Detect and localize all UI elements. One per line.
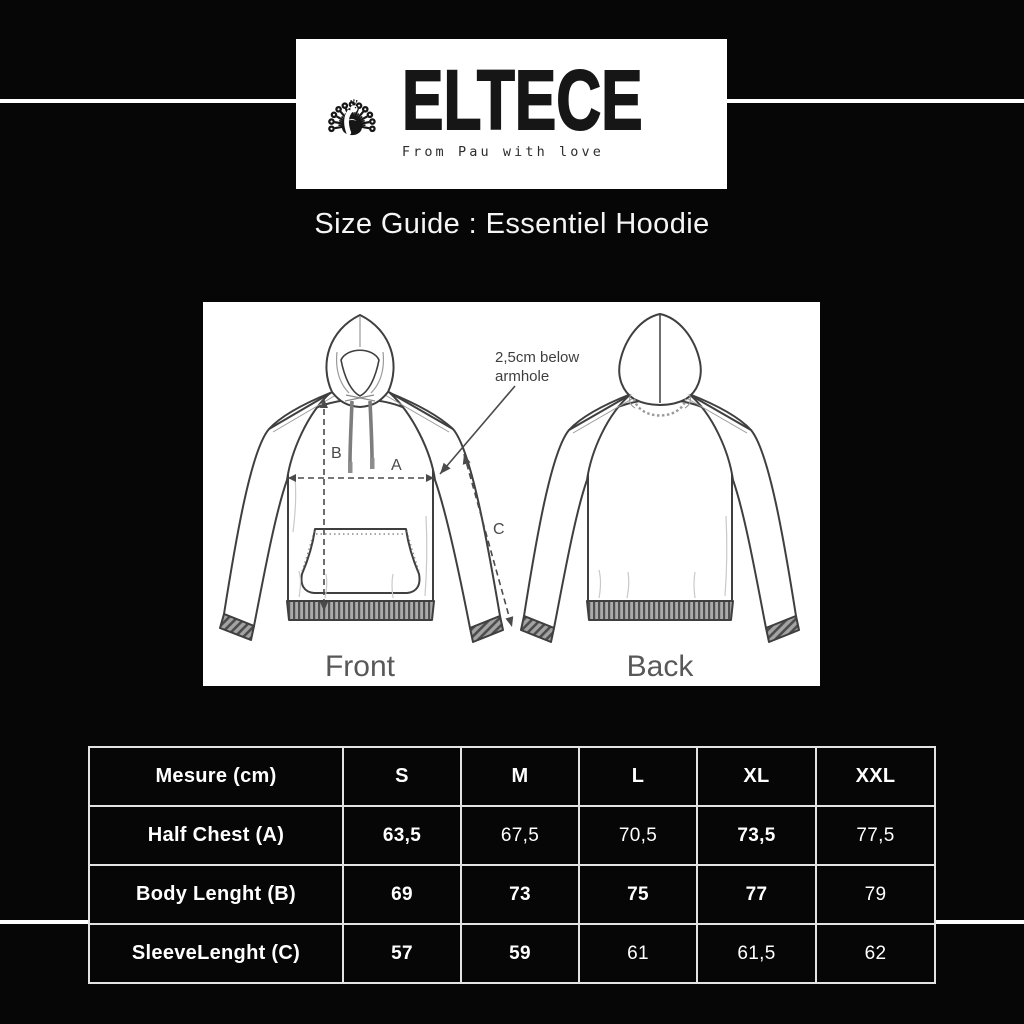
table-cell: 69 <box>344 866 460 923</box>
table-cell: 77 <box>698 866 815 923</box>
table-cell: 67,5 <box>462 807 578 864</box>
table-header-size: XL <box>698 748 815 805</box>
front-label: Front <box>324 650 396 683</box>
brand-name: ELTECE <box>401 53 643 148</box>
armhole-annotation-line2: armhole <box>495 368 550 385</box>
table-header-size: S <box>344 748 460 805</box>
table-cell: 77,5 <box>817 807 934 864</box>
brand-logo-box <box>296 39 727 189</box>
size-table <box>88 746 936 984</box>
table-cell: 73 <box>462 866 578 923</box>
table-cell: 57 <box>344 925 460 982</box>
table-cell: 62 <box>817 925 934 982</box>
measure-label-a: A <box>391 457 402 474</box>
table-cell: 70,5 <box>580 807 696 864</box>
table-header-size: L <box>580 748 696 805</box>
table-cell: 61 <box>580 925 696 982</box>
brand-tagline: From Pau with love <box>401 143 604 160</box>
table-cell: 79 <box>817 866 934 923</box>
hoodie-diagram <box>203 302 820 686</box>
peacock-icon <box>322 53 382 175</box>
measure-label-c: C <box>493 521 505 538</box>
table-cell: 63,5 <box>344 807 460 864</box>
back-label: Back <box>626 650 694 683</box>
table-header-size: M <box>462 748 578 805</box>
table-cell: 59 <box>462 925 578 982</box>
brand-text-block <box>401 53 727 160</box>
measure-label-b: B <box>331 445 342 462</box>
table-row-label: SleeveLenght (C) <box>90 925 342 982</box>
page-title: Size Guide : Essentiel Hoodie <box>314 208 710 240</box>
table-cell: 61,5 <box>698 925 815 982</box>
size-diagram-panel <box>203 302 820 686</box>
armhole-annotation-line1: 2,5cm below <box>495 349 580 366</box>
table-row-label: Body Lenght (B) <box>90 866 342 923</box>
table-cell: 75 <box>580 866 696 923</box>
table-header-measure: Mesure (cm) <box>90 748 342 805</box>
table-row-label: Half Chest (A) <box>90 807 342 864</box>
table-header-size: XXL <box>817 748 934 805</box>
table-cell: 73,5 <box>698 807 815 864</box>
